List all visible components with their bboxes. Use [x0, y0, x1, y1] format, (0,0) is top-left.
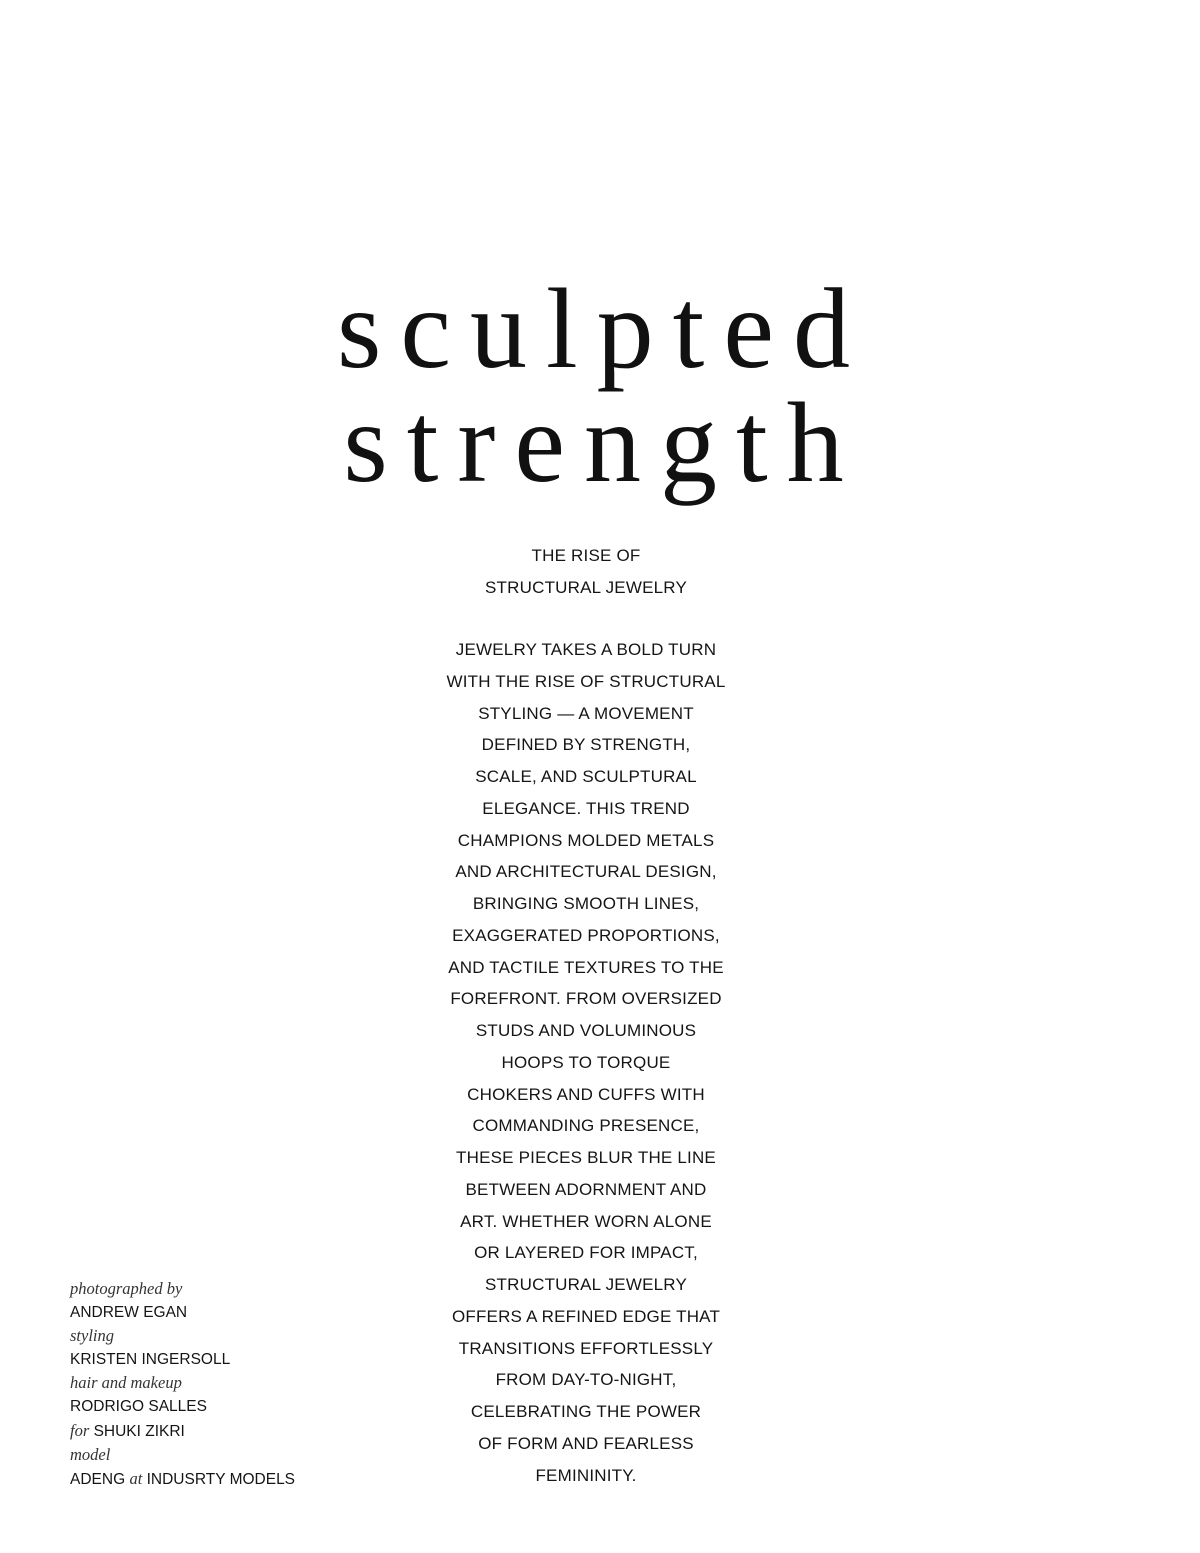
- body-text-line: FROM DAY-TO-NIGHT,: [495, 1370, 677, 1390]
- body-text-line: FEMININITY.: [535, 1465, 637, 1485]
- credit-name-agency: SHUKI ZIKRI: [93, 1422, 185, 1440]
- credit-role-hair-makeup: hair and makeup: [70, 1373, 182, 1393]
- credit-name-photographer: ANDREW EGAN: [70, 1303, 188, 1321]
- subtitle-line-2: STRUCTURAL JEWELRY: [485, 578, 687, 597]
- article-subtitle: [0, 540, 1172, 604]
- body-text-line: WITH THE RISE OF STRUCTURAL: [446, 671, 726, 691]
- body-text-line: DEFINED BY STRENGTH,: [481, 735, 691, 755]
- subtitle-line-1: THE RISE OF: [531, 546, 641, 565]
- body-text-line: ELEGANCE. THIS TREND: [482, 798, 690, 818]
- body-text-line: OF FORM AND FEARLESS: [478, 1433, 694, 1453]
- body-text-line: JEWELRY TAKES A BOLD TURN: [455, 640, 717, 659]
- body-text-line: OFFERS A REFINED EDGE THAT: [451, 1306, 721, 1326]
- credit-name-model: ADENG: [70, 1470, 126, 1488]
- credit-role-photographer: photographed by: [70, 1279, 183, 1298]
- body-text-line: AND TACTILE TEXTURES TO THE: [448, 957, 724, 977]
- body-text-line: AND ARCHITECTURAL DESIGN,: [455, 862, 717, 882]
- body-text-line: HOOPS TO TORQUE: [501, 1052, 671, 1072]
- credit-role-at: at: [129, 1468, 143, 1488]
- body-text-line: ART. WHETHER WORN ALONE: [460, 1211, 712, 1231]
- body-text-line: COMMANDING PRESENCE,: [472, 1116, 700, 1136]
- body-text-line: STYLING — A MOVEMENT: [478, 703, 694, 723]
- title-line-1: sculpted: [337, 265, 869, 392]
- credit-name-model-agency: INDUSRTY MODELS: [146, 1470, 296, 1488]
- credit-role-model: model: [70, 1445, 111, 1465]
- body-text-line: FOREFRONT. FROM OVERSIZED: [450, 989, 722, 1009]
- credit-role-for: for: [70, 1420, 90, 1440]
- title-line-2: strength: [343, 379, 863, 506]
- credit-agency-line: [70, 1419, 390, 1444]
- body-text-line: THESE PIECES BLUR THE LINE: [456, 1148, 716, 1167]
- credit-model-line: [70, 1467, 390, 1492]
- body-text-line: CELEBRATING THE POWER: [470, 1402, 702, 1421]
- body-text-line: STUDS AND VOLUMINOUS: [475, 1021, 697, 1040]
- body-text-line: CHAMPIONS MOLDED METALS: [457, 830, 715, 850]
- body-text-line: TRANSITIONS EFFORTLESSLY: [458, 1338, 714, 1358]
- body-text-line: EXAGGERATED PROPORTIONS,: [452, 925, 720, 945]
- body-text-line: SCALE, AND SCULPTURAL: [475, 767, 697, 786]
- photo-credits: [70, 1277, 390, 1491]
- body-text-line: BRINGING SMOOTH LINES,: [472, 894, 700, 913]
- credit-role-styling: styling: [70, 1326, 114, 1346]
- body-text-line: STRUCTURAL JEWELRY: [485, 1275, 687, 1294]
- article-title: [0, 265, 1200, 506]
- credit-name-stylist: KRISTEN INGERSOLL: [70, 1350, 231, 1368]
- body-text-line: CHOKERS AND CUFFS WITH: [467, 1084, 705, 1104]
- credit-name-hair-makeup: RODRIGO SALLES: [70, 1397, 207, 1415]
- body-text-line: OR LAYERED FOR IMPACT,: [474, 1243, 698, 1263]
- body-text-line: BETWEEN ADORNMENT AND: [465, 1179, 707, 1199]
